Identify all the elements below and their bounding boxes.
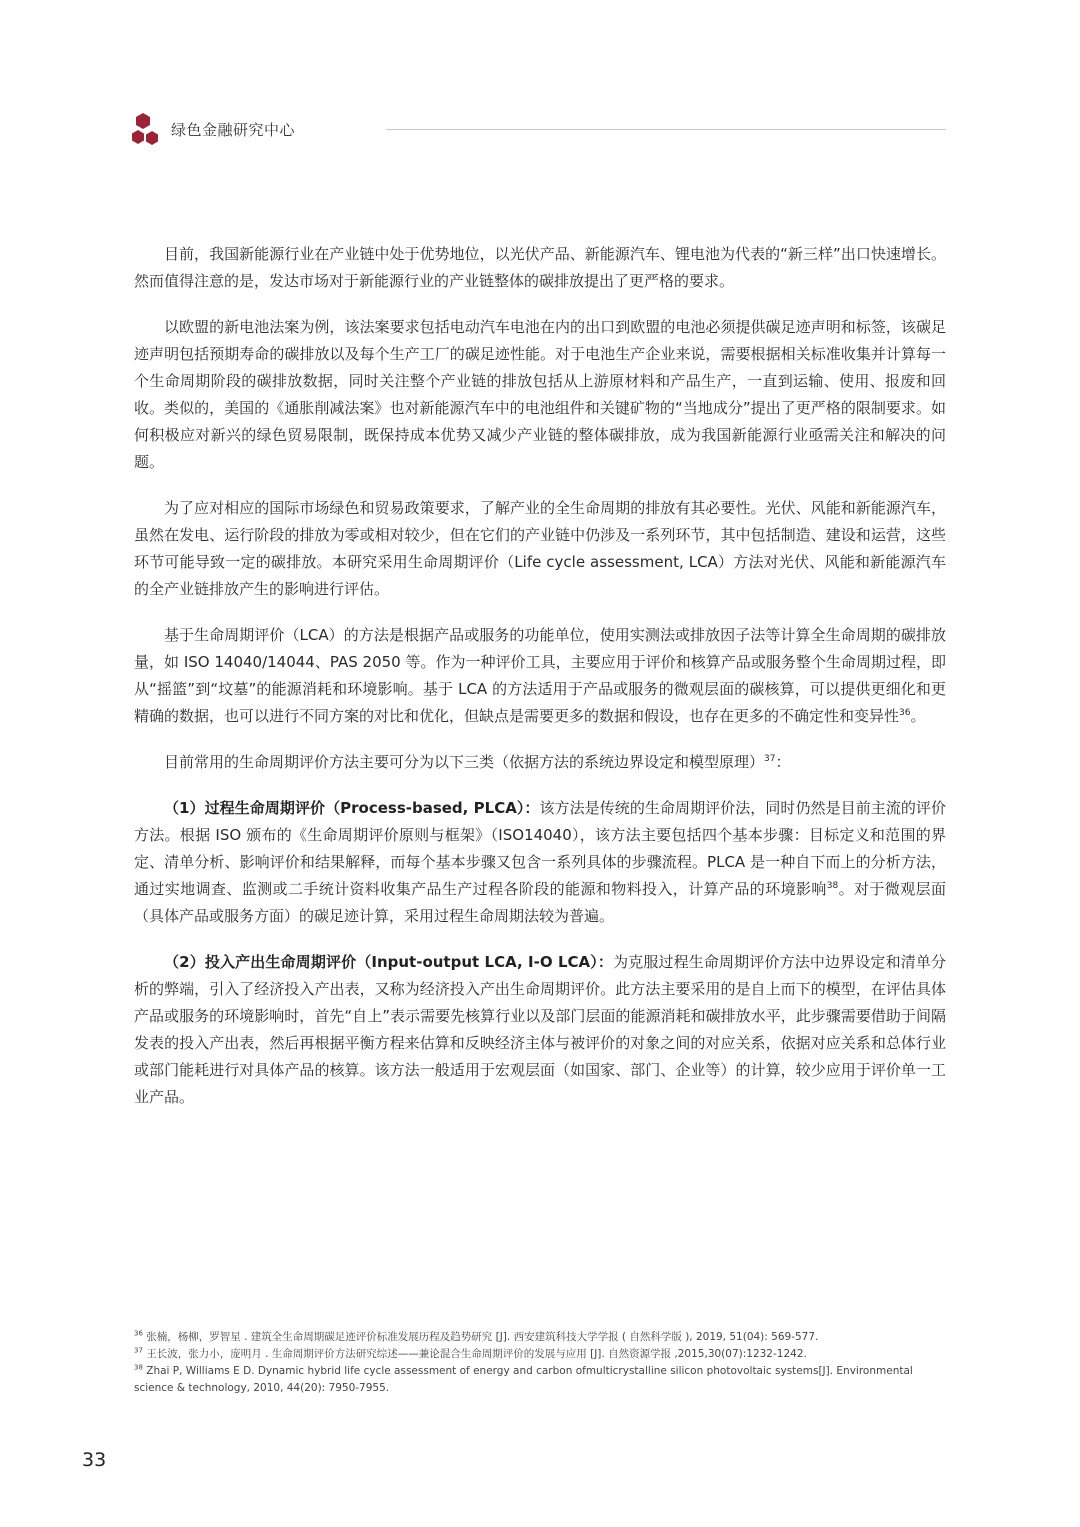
paragraph-6: [134, 795, 946, 930]
footnotes: [134, 1329, 946, 1397]
footnote-ref-38: 38: [826, 881, 839, 891]
paragraph-4-end: 。: [910, 707, 926, 725]
paragraph-3: 为了应对相应的国际市场绿色和贸易政策要求，了解产业的全生命周期的排放有其必要性。光伏、风能和新能源汽车，虽然在发电、运行阶段的排放为零或相对较少，但在它们的产业链中仍涉及一系列环节，其中包括制造、建设和运营，这些环节可能导致一定的碳排放。本研究采用生命周期评价（Life cycle assessment, LCA）方法对光伏、风能和新能源汽车的全产业链排放产生的影响进行评估。: [134, 499, 946, 598]
footnote: [134, 1329, 946, 1346]
page-number: 33: [82, 1449, 107, 1471]
paragraph-5-end: ：: [775, 753, 791, 771]
footnote-ref-37: 37: [764, 754, 776, 764]
footnote-number: 38: [134, 1363, 143, 1372]
footnote-number: 36: [134, 1329, 143, 1338]
paragraph-4-text: 基于生命周期评价（LCA）的方法是根据产品或服务的功能单位，使用实测法或排放因子法等计算全生命周期的碳排放量，如 ISO 14040/14044、PAS 2050 等。作为一种评价工具，主要应用于评价和核算产品或服务整个生命周期过程，即从“摇篮”到“坟墓”的能源消耗和环境影响。基于 LCA 的方法适用于产品或服务的微观层面的碳核算，可以提供更细化和更精确的数据，也可以进行不同方案的对比和优化，但缺点是需要更多的数据和假设，也存在更多的不确定性和变异性: [134, 626, 946, 725]
paragraph-6-text: 该方法是传统的生命周期评价法，同时仍然是目前主流的评价方法。根据 ISO 颁布的《生命周期评价原则与框架》（ISO14040），该方法主要包括四个基本步骤：目标定义和范围的界定、清单分析、影响评价和结果解释，而每个基本步骤又包含一系列具体的步骤流程。PLCA 是一种自下而上的分析方法，通过实地调查、监测或二手统计资料收集产品生产过程各阶段的能源和物料投入，计算产品的环境影响: [134, 799, 946, 898]
paragraph-5: [134, 749, 946, 776]
paragraph-6-heading: （1）过程生命周期评价（Process-based, PLCA）：: [164, 799, 540, 817]
paragraph-1: 目前，我国新能源行业在产业链中处于优势地位，以光伏产品、新能源汽车、锂电池为代表的“新三样”出口快速增长。然而值得注意的是，发达市场对于新能源行业的产业链整体的碳排放提出了更严格的要求。: [134, 245, 946, 290]
footnote-text: Zhai P, Williams E D. Dynamic hybrid life cycle assessment of energy and carbon ofmulticrystalline silicon photovoltaic systems[J]. Environmental science & technology, 2010, 44(20): 7950-7955.: [134, 1365, 913, 1394]
org-name: 绿色金融研究中心: [171, 121, 296, 139]
page-header: [131, 113, 946, 147]
footnote: [134, 1363, 946, 1397]
header-rule: [386, 129, 946, 130]
paragraph-7: [134, 949, 946, 1111]
footnote: [134, 1346, 946, 1363]
paragraph-5-text: 目前常用的生命周期评价方法主要可分为以下三类（依据方法的系统边界设定和模型原理）: [164, 753, 765, 771]
paragraph-7-heading: （2）投入产出生命周期评价（Input-output LCA, I-O LCA）：: [164, 953, 614, 971]
footnote-ref-36: 36: [899, 708, 911, 718]
paragraph-6-end: 。对于微观层面（具体产品或服务方面）的碳足迹计算，采用过程生命周期法较为普遍。: [134, 880, 946, 925]
paragraph-2: 以欧盟的新电池法案为例，该法案要求包括电动汽车电池在内的出口到欧盟的电池必须提供碳足迹声明和标签，该碳足迹声明包括预期寿命的碳排放以及每个生产工厂的碳足迹性能。对于电池生产企业来说，需要根据相关标准收集并计算每一个生命周期阶段的碳排放数据，同时关注整个产业链的排放包括从上游原材料和产品生产，一直到运输、使用、报废和回收。类似的，美国的《通胀削减法案》也对新能源汽车中的电池组件和关键矿物的“当地成分”提出了更严格的限制要求。如何积极应对新兴的绿色贸易限制，既保持成本优势又减少产业链的整体碳排放，成为我国新能源行业亟需关注和解决的问题。: [134, 318, 946, 471]
footnote-number: 37: [134, 1346, 143, 1355]
hexagon-cluster-icon: [131, 113, 161, 147]
paragraph-7-text: 为克服过程生命周期评价方法中边界设定和清单分析的弊端，引入了经济投入产出表，又称为经济投入产出生命周期评价。此方法主要采用的是自上而下的模型，在评估具体产品或服务的环境影响时，首先“自上”表示需要先核算行业以及部门层面的能源消耗和碳排放水平，此步骤需要借助于间隔发表的投入产出表，然后再根据平衡方程来估算和反映经济主体与被评价的对象之间的对应关系，依据对应关系和总体行业或部门能耗进行对具体产品的核算。该方法一般适用于宏观层面（如国家、部门、企业等）的计算，较少应用于评价单一工业产品。: [134, 953, 946, 1106]
main-text: [134, 241, 946, 1130]
footnote-text: 张楠，杨柳，罗智星 . 建筑全生命周期碳足迹评价标准发展历程及趋势研究 [J]. 西安建筑科技大学学报 ( 自然科学版 ), 2019, 51(04): 569-577.: [146, 1331, 819, 1343]
footnote-text: 王长波，张力小，庞明月 . 生命周期评价方法研究综述——兼论混合生命周期评价的发展与应用 [J]. 自然资源学报 ,2015,30(07):1232-1242.: [146, 1348, 807, 1360]
paragraph-4: [134, 622, 946, 730]
